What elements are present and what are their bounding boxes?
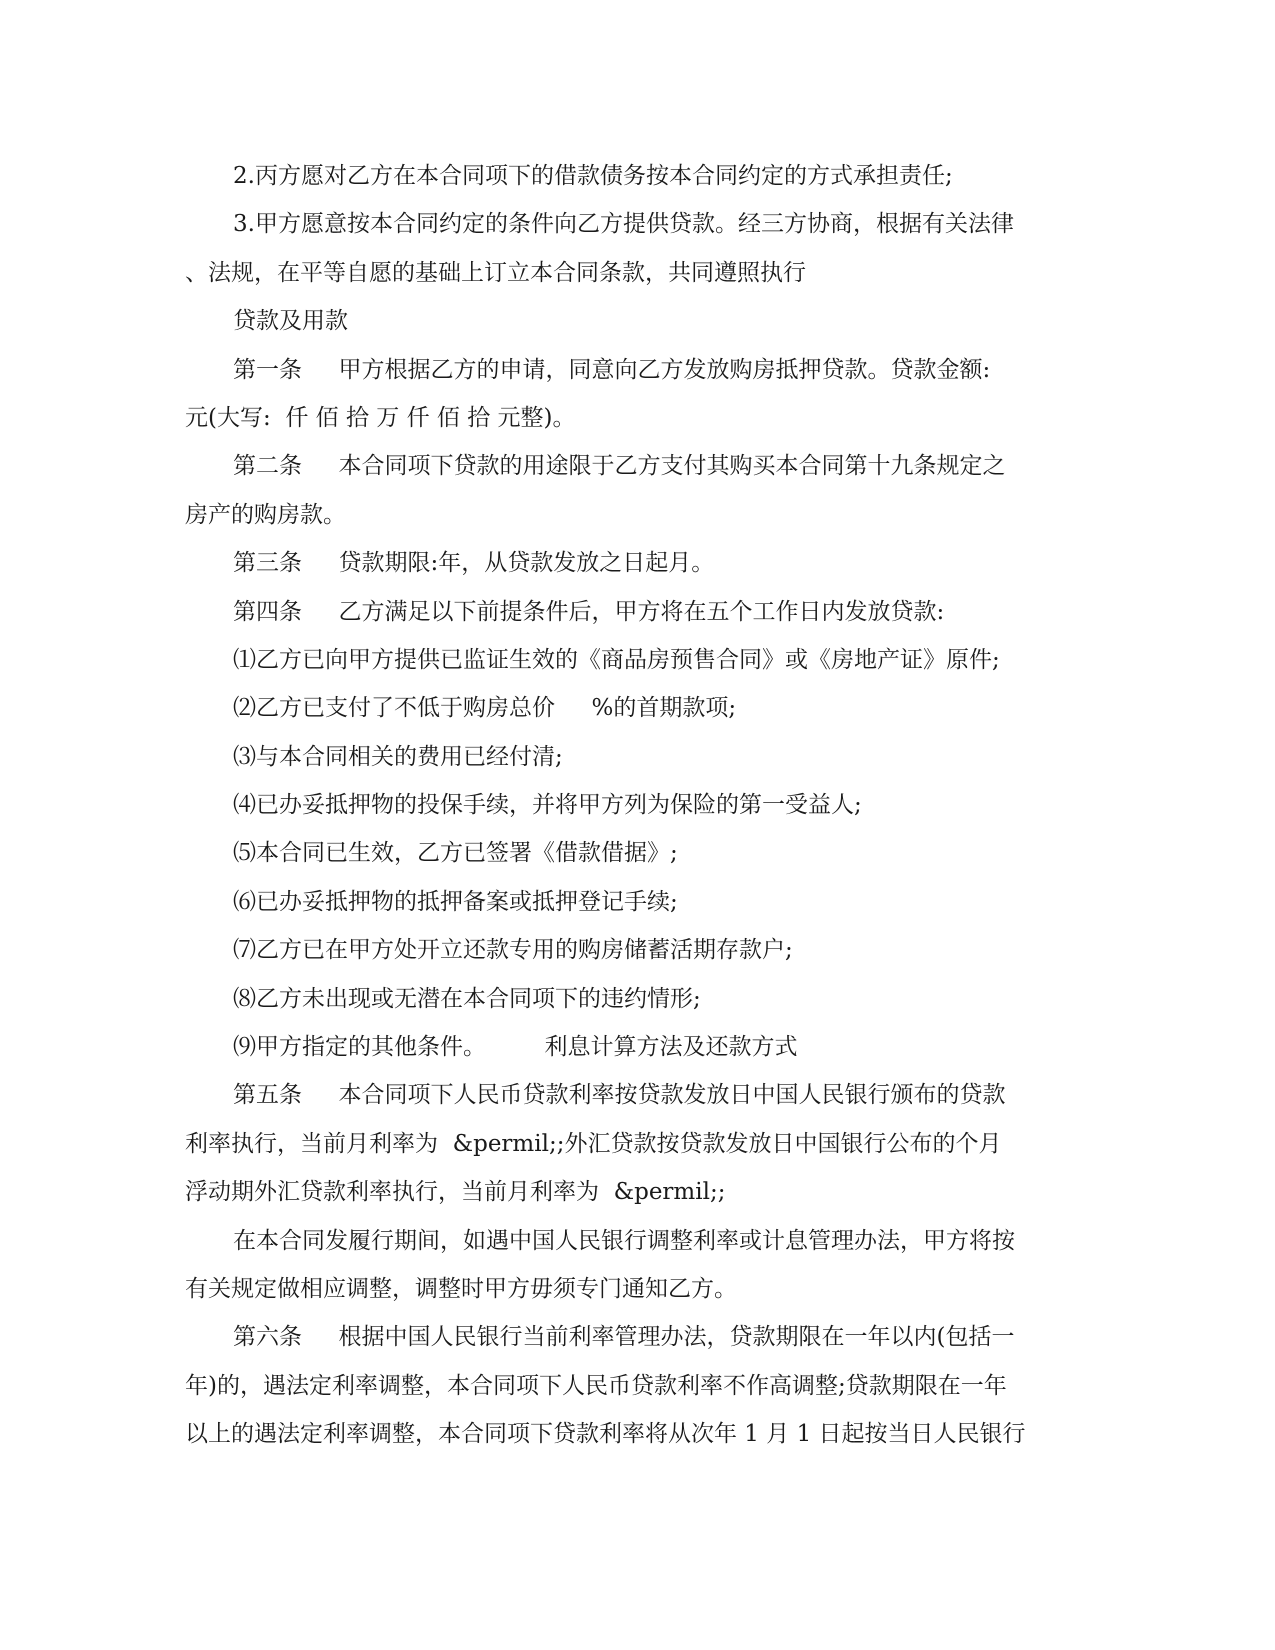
text-line: 元(大写: 仟 佰 拾 万 仟 佰 拾 元整)。 xyxy=(185,404,576,431)
condition-item: ⑼甲方指定的其他条件。 利息计算方法及还款方式 xyxy=(233,1034,798,1061)
article-2: 第二条 本合同项下贷款的用途限于乙方支付其购买本合同第十九条规定之 xyxy=(233,453,1006,480)
text-line: 浮动期外汇贷款利率执行，当前月利率为 &permil;; xyxy=(185,1179,726,1206)
text-line: 房产的购房款。 xyxy=(185,501,346,528)
condition-item: ⑷已办妥抵押物的投保手续，并将甲方列为保险的第一受益人; xyxy=(233,792,862,819)
text-line: 以上的遇法定利率调整，本合同项下贷款利率将从次年 1 月 1 日起按当日人民银行 xyxy=(185,1421,1026,1448)
text-line: 2.丙方愿对乙方在本合同项下的借款债务按本合同约定的方式承担责任; xyxy=(233,163,953,189)
condition-item: ⑺乙方已在甲方处开立还款专用的购房储蓄活期存款户; xyxy=(233,937,793,964)
condition-item: ⑹已办妥抵押物的抵押备案或抵押登记手续; xyxy=(233,888,678,915)
text-line: 3.甲方愿意按本合同约定的条件向乙方提供贷款。经三方协商，根据有关法律 xyxy=(233,211,1014,238)
condition-item: ⑸本合同已生效，乙方已签署《借款借据》; xyxy=(233,840,678,867)
text-line: 利率执行，当前月利率为 &permil;;外汇贷款按贷款发放日中国银行公布的个月 xyxy=(185,1130,1002,1157)
text-line: 有关规定做相应调整，调整时甲方毋须专门通知乙方。 xyxy=(185,1275,737,1302)
article-3: 第三条 贷款期限:年，从贷款发放之日起月。 xyxy=(233,550,715,577)
article-1: 第一条 甲方根据乙方的申请，同意向乙方发放购房抵押贷款。贷款金额: xyxy=(233,356,991,383)
condition-item: ⑶与本合同相关的费用已经付清; xyxy=(233,743,563,770)
section-heading: 贷款及用款 xyxy=(233,308,348,335)
condition-item: ⑻乙方未出现或无潜在本合同项下的违约情形; xyxy=(233,985,701,1012)
contract-body-text xyxy=(185,152,1085,1459)
text-line: 在本合同发履行期间，如遇中国人民银行调整利率或计息管理办法，甲方将按 xyxy=(233,1227,1015,1254)
condition-item: ⑴乙方已向甲方提供已监证生效的《商品房预售合同》或《房地产证》原件; xyxy=(233,646,1000,673)
article-4: 第四条 乙方满足以下前提条件后，甲方将在五个工作日内发放贷款: xyxy=(233,598,945,625)
text-line: 年)的，遇法定利率调整，本合同项下人民币贷款利率不作高调整;贷款期限在一年 xyxy=(185,1372,1007,1399)
text-line: 、法规，在平等自愿的基础上订立本合同条款，共同遵照执行 xyxy=(185,259,806,286)
article-6: 第六条 根据中国人民银行当前利率管理办法，贷款期限在一年以内(包括一 xyxy=(233,1324,1015,1351)
condition-item: ⑵乙方已支付了不低于购房总价 %的首期款项; xyxy=(233,695,737,722)
article-5: 第五条 本合同项下人民币贷款利率按贷款发放日中国人民银行颁布的贷款 xyxy=(233,1082,1006,1109)
